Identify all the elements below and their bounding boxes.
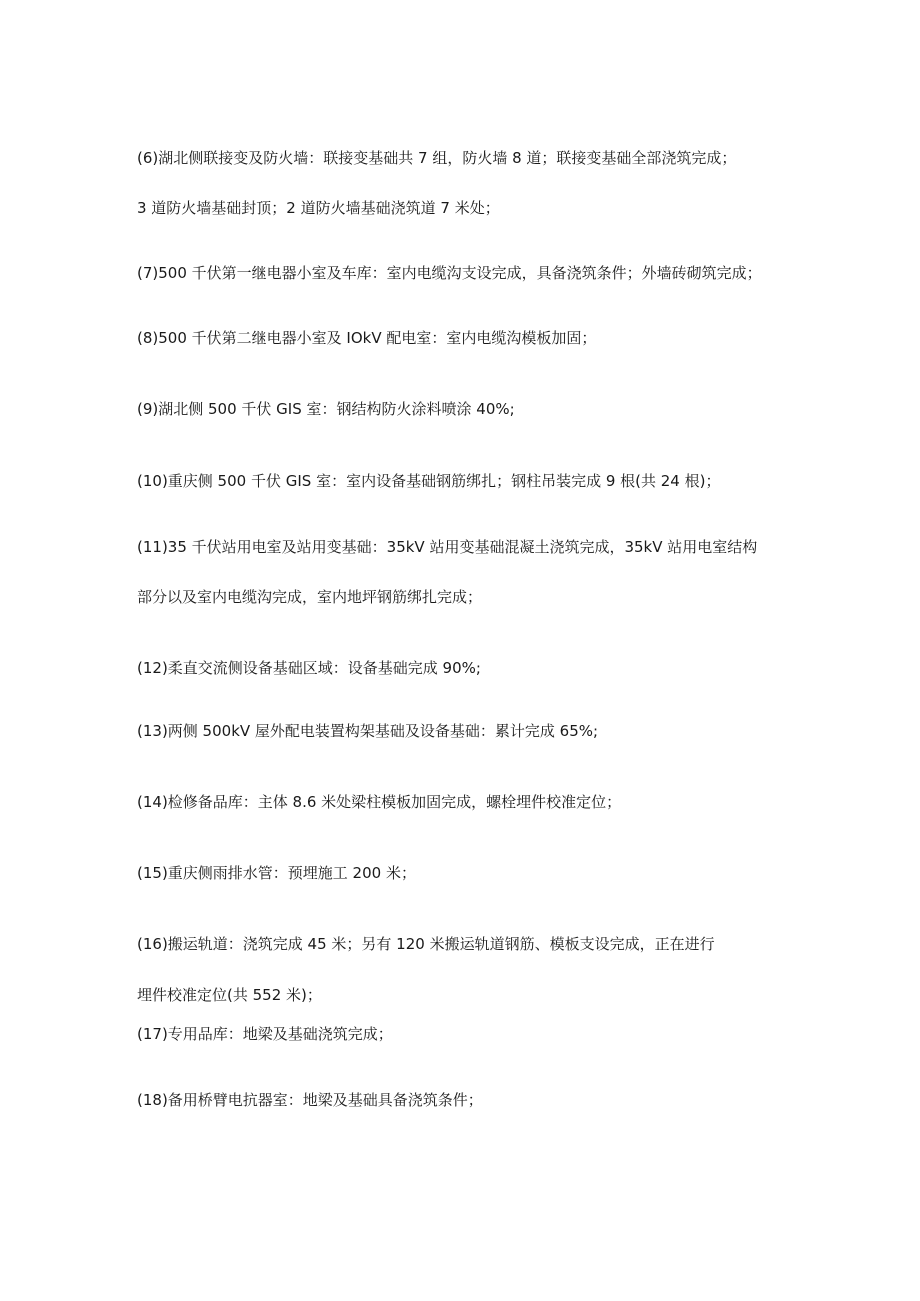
progress-item-11: (11)35 千伏站用电室及站用变基础：35kV 站用变基础混凝土浇筑完成，35kV 站用电室结构 (137, 538, 758, 556)
progress-item-6: (6)湖北侧联接变及防火墙：联接变基础共 7 组，防火墙 8 道；联接变基础全部浇筑完成； (137, 149, 737, 167)
progress-item-8: (8)500 千伏第二继电器小室及 IOkV 配电室：室内电缆沟模板加固； (137, 329, 597, 347)
progress-item-9: (9)湖北侧 500 千伏 GIS 室：钢结构防火涂料喷涂 40%; (137, 400, 515, 418)
progress-item-16: (16)搬运轨道：浇筑完成 45 米；另有 120 米搬运轨道钢筋、模板支设完成，正在进行 (137, 935, 715, 953)
progress-item-15: (15)重庆侧雨排水管：预埋施工 200 米； (137, 864, 416, 882)
progress-item-16-continued: 埋件校准定位(共 552 米)； (137, 986, 322, 1004)
progress-item-17: (17)专用品库：地梁及基础浇筑完成； (137, 1025, 393, 1043)
progress-item-12: (12)柔直交流侧设备基础区域：设备基础完成 90%; (137, 659, 481, 677)
progress-item-10: (10)重庆侧 500 千伏 GIS 室：室内设备基础钢筋绑扎；钢柱吊装完成 9 根(共 24 根)； (137, 472, 721, 490)
progress-item-14: (14)检修备品库：主体 8.6 米处梁柱模板加固完成，螺栓埋件校准定位； (137, 793, 622, 811)
progress-item-11-continued: 部分以及室内电缆沟完成，室内地坪钢筋绑扎完成； (137, 588, 483, 606)
progress-item-6-continued: 3 道防火墙基础封顶；2 道防火墙基础浇筑道 7 米处； (137, 199, 500, 217)
progress-item-7: (7)500 千伏第一继电器小室及车库：室内电缆沟支设完成，具备浇筑条件；外墙砖砌筑完成； (137, 264, 762, 282)
progress-item-18: (18)备用桥臂电抗器室：地梁及基础具备浇筑条件； (137, 1091, 483, 1109)
progress-item-13: (13)两侧 500kV 屋外配电装置构架基础及设备基础：累计完成 65%; (137, 722, 599, 740)
